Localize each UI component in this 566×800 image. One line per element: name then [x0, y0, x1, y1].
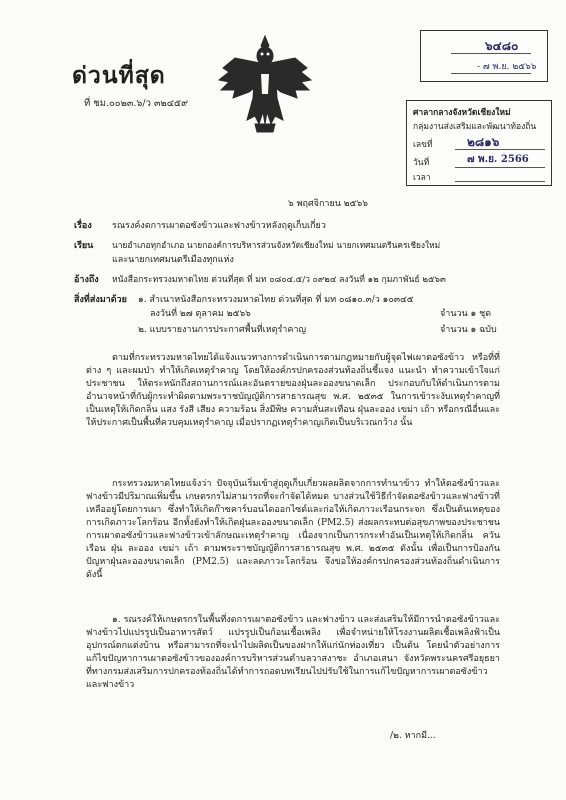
- enclosure-item-1-qty: จำนวน ๑ ชุด: [440, 309, 492, 319]
- to-label: เรียน: [74, 241, 94, 251]
- reference-text: หนังสือกระทรวงมหาดไทย ด่วนที่สุด ที่ มท ๐๘๐๔.๕/ว ๐๙๒๔ ลงวันที่ ๑๒ กุมภาพันธ์ ๒๕๖๓: [112, 275, 446, 285]
- stamp-no-value: ๒๘๑๖: [467, 135, 500, 149]
- subject-label: เรื่อง: [74, 221, 92, 231]
- enclosure-item-2-qty: จำนวน ๑ ฉบับ: [440, 325, 497, 335]
- body-paragraph-1: [86, 352, 500, 430]
- stamp-divider: [455, 149, 545, 150]
- to-text-continued: และนายกเทศมนตรีเมืองทุกแห่ง: [112, 255, 234, 265]
- stamp-divider: [455, 167, 545, 168]
- to-text: นายอำเภอทุกอำเภอ นายกองค์การบริหารส่วนจังหวัดเชียงใหม่ นายกเทศมนตรีนครเชียงใหม่: [112, 240, 441, 250]
- enclosure-item-1: ๑. สำเนาหนังสือกระทรวงมหาดไทย ด่วนที่สุด ที่ มท ๐๘๑๐.๓/ว ๑๐๓๔๕: [138, 295, 414, 305]
- subject-text: รณรงค์งดการเผาตอซังข้าวและฟางข้าวหลังฤดูเก็บเกี่ยว: [112, 221, 326, 231]
- stamp-time-label: เวลา: [413, 173, 431, 183]
- document-number: ที่ ชม.๐๐๒๓.๖/ว ๓๒๔๕๙: [84, 98, 189, 109]
- receipt-stamp-provincial: [406, 100, 552, 186]
- paragraph-text: ตามที่กระทรวงมหาดไทยได้แจ้งแนวทางการดำเนินการตามกฎหมายกับผู้จุดไฟเผาตอซังข้าว หรือที่ที่ต่าง ๆ และผมป่า ทำให้เกิดเหตุรำคาญ โดยให้องค์กรปกครองส่วนท้องถิ่นชี้แจง แนะนำ ทำความเข้าใจแก่ประชาชน ให้ตระหนักถึงสถานการณ์และอันตรายของฝุ่นละอองขนาดเล็ก ประกอบกับให้ดำเนินการตามอำนาจหน้าที่กับผู้กระทำผิดตามพระราชบัญญัติการสาธารณสุข พ.ศ. ๒๕๓๕ ในการเข้าระงับเหตุรำคาญที่เป็นเหตุให้เกิดกลิ่น แสง รังสี เสียง ความร้อน สิ่งมีพิษ ความสั่นสะเทือน ฝุ่นละออง เขม่า เถ้า หรือกรณีอื่นและให้ประกาศเป็นพื้นที่ควบคุมเหตุรำคาญ เมื่อปรากฏเหตุรำคาญเกิดเป็นบริเวณกว้าง นั้น: [86, 353, 500, 428]
- stamp-date-value: ๗ พ.ย. 2566: [467, 154, 529, 165]
- stamp-divider: [451, 73, 531, 74]
- paragraph-text: กระทรวงมหาดไทยแจ้งว่า ปัจจุบันเริ่มเข้าสู่ฤดูเก็บเกี่ยวผลผลิตจากการทำนาข้าว ทำให้ตอซังข้าวและฟางข้าวมีปริมาณเพิ่มขึ้น เกษตรกรไม่สามารถที่จะกำจัดได้หมด บางส่วนใช้วิธีกำจัดตอซังข้าวและฟางข้าวที่เหลืออยู่โดยการเผา ซึ่งทำให้เกิดก๊าซคาร์บอนไดออกไซด์และก่อให้เกิดภาวะเรือนกระจก ซึ่งเป็นต้นเหตุของการเกิดภาวะโลกร้อน อีกทั้งยังทำให้เกิดฝุ่นละอองขนาดเล็ก (PM2.5) ส่งผลกระทบต่อสุขภาพของประชาชน การเผาตอซังข้าวและฟางข้าวเข้าลักษณะเหตุรำคาญ เนื่องจากเป็นการกระทำอันเป็นเหตุให้เกิดกลิ่น ควันเรือน ฝุ่น ละออง เขม่า เถ้า ตามพระราชบัญญัติการสาธารณสุข พ.ศ. ๒๕๓๕ ดังนั้น เพื่อเป็นการป้องกันปัญหาฝุ่นละอองขนาดเล็ก (PM2.5) และลดภาวะโลกร้อน จึงขอให้องค์กรปกครองส่วนท้องถิ่นดำเนินการ ดังนี้: [86, 479, 500, 580]
- urgency-heading: ด่วนที่สุด: [72, 62, 166, 89]
- garuda-emblem: [215, 28, 315, 138]
- enclosure-item-1-date: ลงวันที่ ๒๗ ตุลาคม ๒๕๖๖: [150, 309, 251, 319]
- page-continuation: /๒. หากมี...: [390, 731, 436, 741]
- stamp-top-date: - ๗ พ.ย. ๒๕๖๖: [477, 62, 537, 72]
- stamp-divider: [451, 53, 531, 54]
- paragraph-text: ๑. รณรงค์ให้เกษตรกรในพื้นที่งดการเผาตอซังข้าว และฟางข้าว และส่งเสริมให้มีการนำตอซังข้าวและฟางข้าวไปแปรรูปเป็นอาหารสัตว์ แปรรูปเป็นก้อนเชื้อเพลิง เพื่อจำหน่ายให้โรงงานผลิตเชื้อเพลิงฟ้าเป็นอุปกรณ์ตกแต่งบ้าน หรือสามารถที่จะนำไปผลิตเป็นของฝากให้แก่นักท่องเที่ยว เป็นต้น โดยนำตัวอย่างการแก้ไขปัญหาการเผาตอซังข้าวขององค์การบริหารส่วนตำบลวาสงาชะ อำเภอเสนา จังหวัดพระนครศรีอยุธยา ที่ทางกรมส่งเสริมการปกครองท้องถิ่นได้ทำการถอดบทเรียนไปปรับใช้ในการแก้ไขปัญหาการเผาตอซังข้าวและฟางข้าว: [86, 615, 500, 690]
- stamp-no-label: เลขที่: [413, 140, 433, 150]
- reference-label: อ้างถึง: [74, 275, 99, 285]
- stamp-top-number: ๖๔๘๐: [485, 39, 519, 53]
- stamp-division: กลุ่มงานส่งเสริมและพัฒนาท้องถิ่น: [413, 122, 537, 132]
- stamp-office: ศาลากลางจังหวัดเชียงใหม่: [413, 108, 511, 118]
- enclosure-item-2: ๒. แบบรายงานการประกาศพื้นที่เหตุรำคาญ: [138, 325, 307, 335]
- body-paragraph-3: [86, 614, 500, 692]
- enclosure-label: สิ่งที่ส่งมาด้วย: [74, 295, 127, 305]
- body-paragraph-2: [86, 478, 500, 582]
- document-date: ๖ พฤศจิกายน ๒๕๖๖: [288, 199, 368, 209]
- stamp-divider: [455, 181, 545, 182]
- stamp-date-label: วันที่: [413, 158, 430, 168]
- receipt-stamp-top: [420, 30, 548, 82]
